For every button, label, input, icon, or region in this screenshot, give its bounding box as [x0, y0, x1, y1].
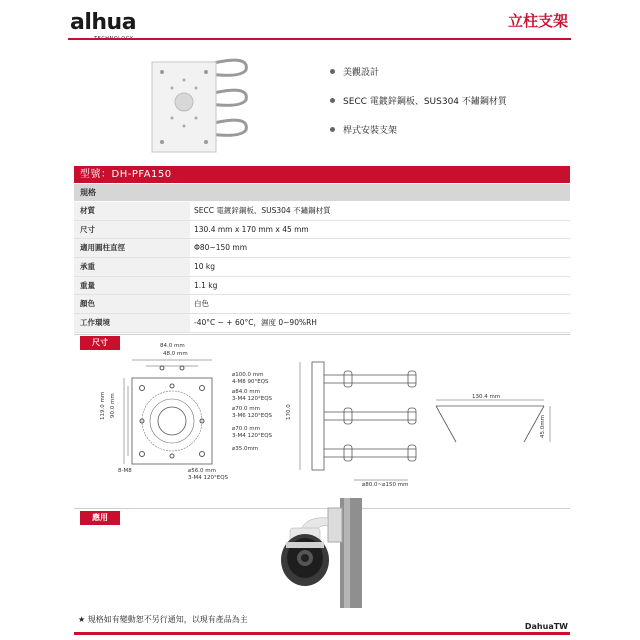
dim-circle-1a: ⌀100.0 mm — [232, 372, 264, 378]
top-view-drawing — [432, 396, 554, 452]
dim-top-width-1: 84.0 mm — [160, 343, 185, 349]
model-label: 型號： — [80, 169, 112, 180]
dim-circle-1b: 4-M8 90°EQS — [232, 379, 269, 385]
table-row: 適用圓柱直徑 Φ80~150 mm — [74, 239, 570, 258]
bullet-icon — [330, 127, 335, 132]
model-bar — [74, 166, 570, 183]
dim-height-1: 119.0 mm — [100, 391, 106, 420]
section-divider — [74, 334, 570, 335]
dim-circle-4b: 3-M4 120°EQS — [232, 433, 273, 439]
dim-top-width: 130.4 mm — [472, 394, 501, 400]
feature-item: 美觀設計 — [330, 66, 507, 76]
dim-circle-3b: 3-M6 120°EQS — [232, 413, 273, 419]
feature-item: SECC 電鍍鋅鋼板、SUS304 不鏽鋼材質 — [330, 95, 507, 105]
front-view-drawing — [118, 356, 228, 468]
table-row: 材質 SECC 電鍍鋅鋼板、SUS304 不鏽鋼材質 — [74, 202, 570, 221]
dim-circle-3a: ⌀70.0 mm — [232, 406, 261, 412]
model-value: DH-PFA150 — [111, 169, 172, 180]
application-photo — [268, 498, 378, 610]
spec-table — [74, 202, 570, 333]
dim-circle-2a: ⌀84.0 mm — [232, 389, 261, 395]
bracket-product-image — [140, 50, 270, 160]
application-tag: 應用 — [80, 511, 120, 525]
table-row: 重量 1.1 kg — [74, 277, 570, 296]
dim-height-2: 90.0 mm — [110, 393, 116, 418]
table-row: 顏色 白色 — [74, 295, 570, 314]
dim-side-range: ⌀80.0~⌀150 mm — [362, 482, 409, 488]
feature-list — [330, 66, 507, 153]
dim-holes: 8-M8 — [118, 468, 132, 474]
dim-top-width-2: 48.0 mm — [163, 351, 188, 357]
bullet-icon — [330, 69, 335, 74]
dahua-logo — [70, 10, 190, 40]
side-view-drawing — [284, 356, 424, 486]
header-divider — [68, 38, 571, 40]
dim-circle-4a: ⌀70.0 mm — [232, 426, 261, 432]
table-row: 工作環境 -40°C ~ + 60°C，濕度 0~90%RH — [74, 314, 570, 333]
dim-top-depth: 45.0mm — [540, 415, 546, 438]
feature-item: 桿式安裝支架 — [330, 124, 507, 134]
table-row: 承重 10 kg — [74, 258, 570, 277]
dim-circle-2b: 3-M4 120°EQS — [232, 396, 273, 402]
bullet-icon — [330, 98, 335, 103]
table-row: 尺寸 130.4 mm x 170 mm x 45 mm — [74, 221, 570, 240]
dim-bottom-a: ⌀56.0 mm — [188, 468, 217, 474]
footer-divider — [74, 632, 570, 635]
footer-note: ★ 規格如有變動恕不另行通知，以現有產品為主 — [78, 615, 248, 624]
footer-brand: DahuaTW — [524, 622, 568, 631]
logo-text: alhua — [70, 10, 137, 35]
dim-side-height: 170.0 — [286, 404, 292, 420]
page-title: 立柱支架 — [507, 12, 568, 30]
dim-bottom-b: 3-M4 120°EQS — [188, 475, 229, 481]
dim-circle-5: ⌀35.0mm — [232, 446, 259, 452]
spec-heading: 規格 — [74, 184, 570, 201]
dimensions-tag: 尺寸 — [80, 336, 120, 350]
